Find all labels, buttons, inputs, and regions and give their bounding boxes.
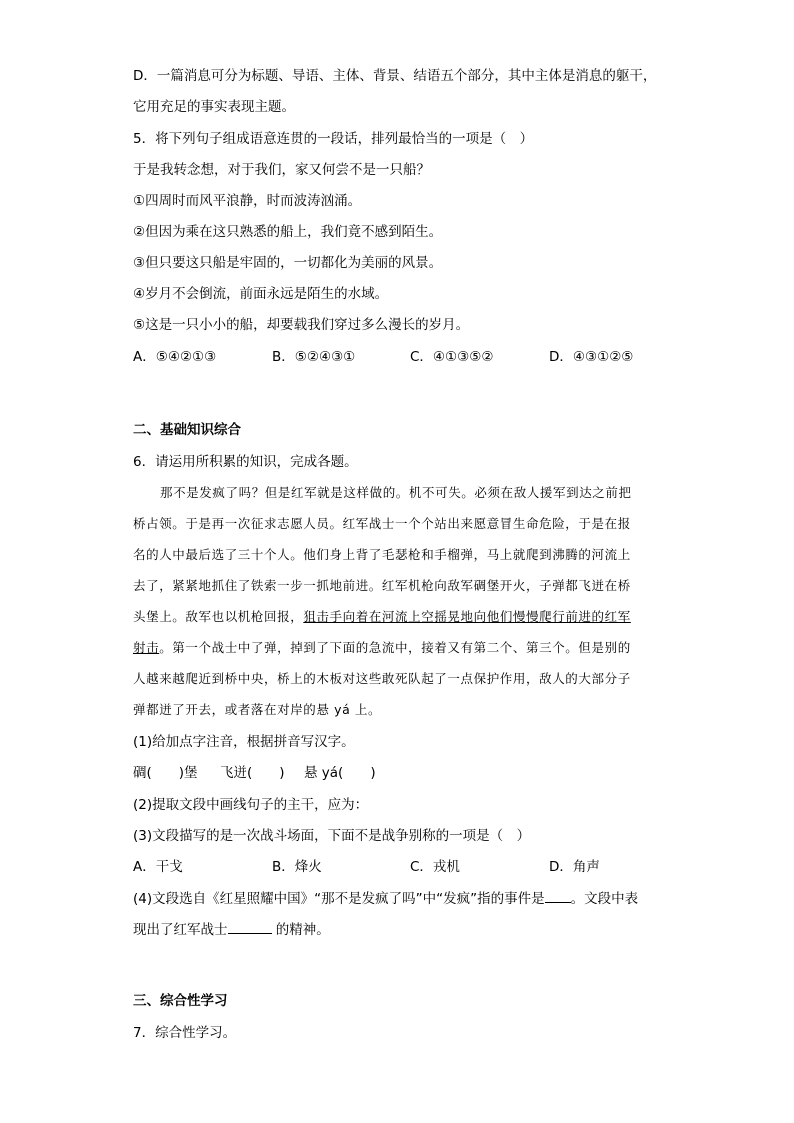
sub-question-4-line1	[133, 888, 638, 909]
answer-blank-spirit[interactable]	[228, 919, 272, 934]
q5-option-b: B．⑤②④③①	[272, 349, 356, 365]
sub1-item-diao: 碉( )堡	[133, 765, 198, 781]
section-3-title: 三、综合性学习	[133, 993, 228, 1009]
sub-question-3: (3)文段描写的是一次战斗场面，下面不是战争别称的一项是（ ）	[133, 828, 531, 844]
passage-line-7: 人越来越爬近到桥中央，桥上的木板对这些敢死队起了一点保护作用，敌人的大部分子	[133, 671, 631, 686]
q4-option-d-line2: 它用充足的事实表现主题。	[133, 99, 295, 115]
underlined-sentence-end: 射击	[133, 640, 160, 655]
passage-text: 头堡上。敌军也以机枪回报，	[133, 609, 304, 624]
sub3-option-a: A．干戈	[133, 859, 183, 875]
sub-question-4-line2	[133, 919, 330, 940]
q5-sentence-5: ⑤这是一只小小的船，却要载我们穿过多么漫长的岁月。	[133, 317, 470, 333]
q7-stem: 7．综合性学习。	[133, 1025, 237, 1041]
passage-line-8	[133, 700, 381, 720]
q5-sentence-4: ④岁月不会倒流，前面永远是陌生的水域。	[133, 286, 389, 302]
passage-line-6	[133, 638, 631, 658]
q5-sentence-3: ③但只要这只船是牢固的，一切都化为美丽的风景。	[133, 255, 443, 271]
sub1-item-beng: 飞迸( )	[220, 765, 285, 781]
passage-text: 上。	[350, 702, 382, 717]
sub4-text: 。文段中表	[570, 891, 639, 907]
q5-option-a: A．⑤④②①③	[133, 349, 217, 365]
sub-question-2: (2)提取文段中画线句子的主干，应为：	[133, 797, 369, 813]
pinyin-ya: yá	[334, 702, 351, 717]
passage-line-2: 桥占领。于是再一次征求志愿人员。红军战士一个个站出来愿意冒生命危险，于是在报	[133, 516, 631, 531]
q5-option-c: C．④①③⑤②	[410, 349, 494, 365]
passage-line-4: 去了，紧紧地抓住了铁索一步一抓地前进。红军机枪向敌军碉堡开火，子弹都飞迸在桥	[133, 578, 631, 593]
sub4-text: (4)文段选自《红星照耀中国》“那不是发疯了吗”中“发疯”指的事件是	[133, 891, 545, 907]
q5-sentence-2: ②但因为乘在这只熟悉的船上，我们竟不感到陌生。	[133, 224, 443, 240]
passage-line-5	[133, 607, 631, 627]
sub3-option-c: C．戎机	[410, 859, 460, 875]
sub3-option-d: D．角声	[549, 859, 600, 875]
sub4-text: 现出了红军战士	[133, 922, 228, 938]
q6-stem: 6．请运用所积累的知识，完成各题。	[133, 454, 358, 470]
q4-option-d-line1: D．一篇消息可分为标题、导语、主体、背景、结语五个部分，其中主体是消息的躯干，	[133, 68, 657, 84]
section-2-title: 二、基础知识综合	[133, 422, 241, 438]
passage-text: 弹都迸了开去，或者落在对岸的悬	[133, 702, 335, 717]
q5-stem: 5．将下列句子组成语意连贯的一段话，排列最恰当的一项是（ ）	[133, 131, 534, 147]
answer-blank-event[interactable]	[545, 888, 571, 903]
q5-sentence-1: ①四周时而风平浪静，时而波涛汹涌。	[133, 193, 362, 209]
passage-text: 。第一个战士中了弹，掉到了下面的急流中，接着又有第二个、第三个。但是别的	[159, 640, 631, 655]
passage-line-3: 名的人中最后选了三十个人。他们身上背了毛瑟枪和手榴弹，马上就爬到沸腾的河流上	[133, 547, 631, 562]
passage-line-1: 那不是发疯了吗？但是红军就是这样做的。机不可失。必须在敌人援军到达之前把	[160, 485, 632, 500]
sub-question-1: (1)给加点字注音，根据拼音写汉字。	[133, 734, 355, 750]
sub3-option-b: B．烽火	[272, 859, 322, 875]
sub1-item-ya: 悬 yá( )	[304, 765, 376, 781]
q5-lead-sentence: 于是我转念想，对于我们，家又何尝不是一只船？	[133, 162, 430, 178]
q5-option-d: D．④③①②⑤	[549, 349, 634, 365]
underlined-sentence: 狙击手向着在河流上空摇晃地向他们慢慢爬行前进的红军	[303, 609, 631, 624]
sub4-text: 的精神。	[271, 922, 330, 938]
